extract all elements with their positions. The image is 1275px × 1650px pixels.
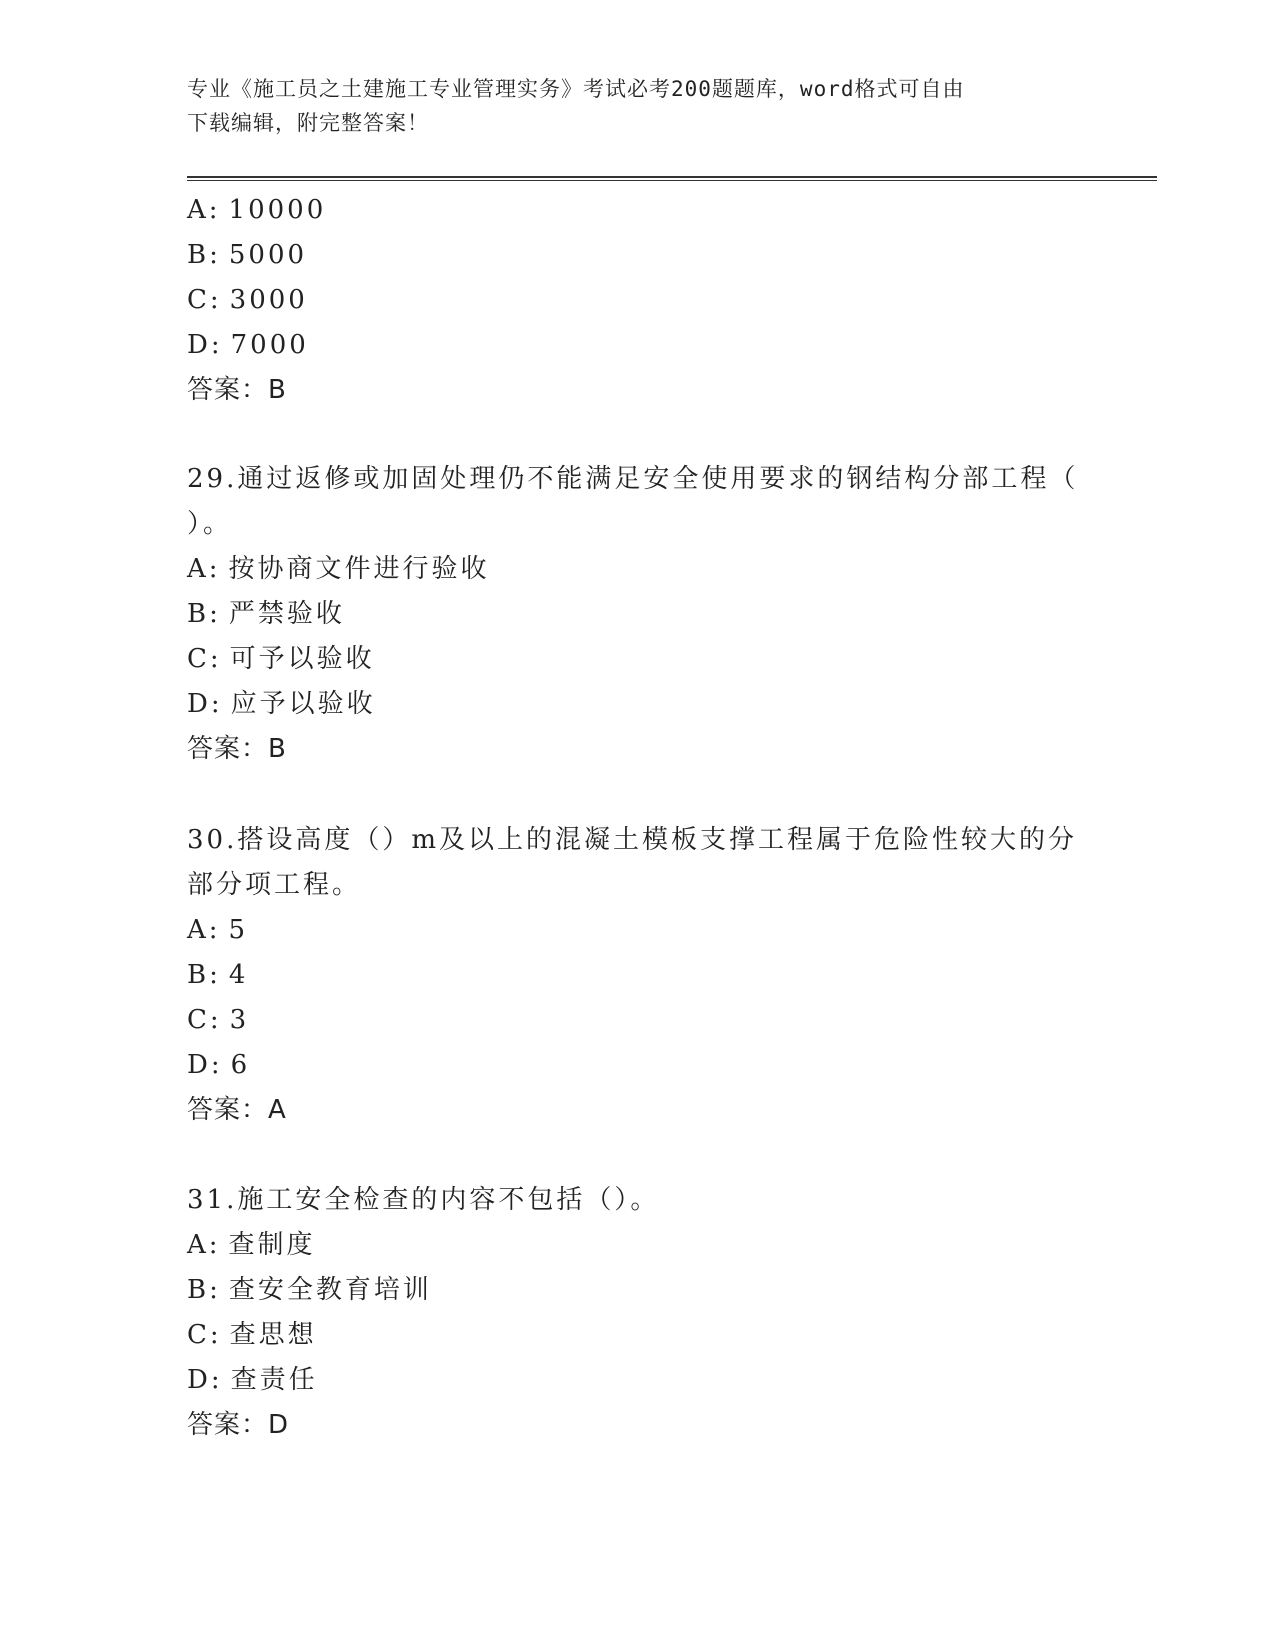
option-a: A: 5 — [187, 915, 249, 945]
question-stem: 30.搭设高度（）m及以上的混凝土模板支撑工程属于危险性较大的分 — [187, 825, 1078, 855]
option-c: C: 可予以验收 — [187, 644, 375, 674]
option-c: C: 3000 — [187, 285, 308, 315]
option-c: C: 查思想 — [187, 1320, 317, 1350]
answer-line: 答案：D — [187, 1410, 290, 1440]
header-line-1: 专业《施工员之土建施工专业管理实务》考试必考200题题库，word格式可自由 — [187, 77, 965, 101]
option-a: A: 查制度 — [187, 1230, 316, 1260]
option-b: B: 查安全教育培训 — [187, 1275, 432, 1305]
question-stem: 31.施工安全检查的内容不包括（）。 — [187, 1185, 660, 1215]
answer-line: 答案：A — [187, 1095, 287, 1125]
option-d: D: 应予以验收 — [187, 689, 376, 719]
question-stem: 29.通过返修或加固处理仍不能满足安全使用要求的钢结构分部工程（ — [187, 464, 1079, 494]
question-stem-continued: ）。 — [187, 509, 233, 539]
option-b: B: 5000 — [187, 240, 308, 270]
option-d: D: 6 — [187, 1050, 251, 1080]
option-a: A: 按协商文件进行验收 — [187, 554, 490, 584]
option-a: A: 10000 — [187, 195, 327, 225]
option-b: B: 4 — [187, 960, 249, 990]
header-line-2: 下载编辑，附完整答案！ — [187, 111, 429, 135]
answer-line: 答案：B — [187, 734, 287, 764]
option-b: B: 严禁验收 — [187, 599, 345, 629]
question-stem-continued: 部分项工程。 — [187, 870, 362, 900]
answer-line: 答案：B — [187, 375, 287, 405]
option-d: D: 查责任 — [187, 1365, 318, 1395]
option-c: C: 3 — [187, 1005, 250, 1035]
header-divider — [187, 176, 1157, 181]
document-header — [187, 72, 1067, 140]
option-d: D: 7000 — [187, 330, 309, 360]
